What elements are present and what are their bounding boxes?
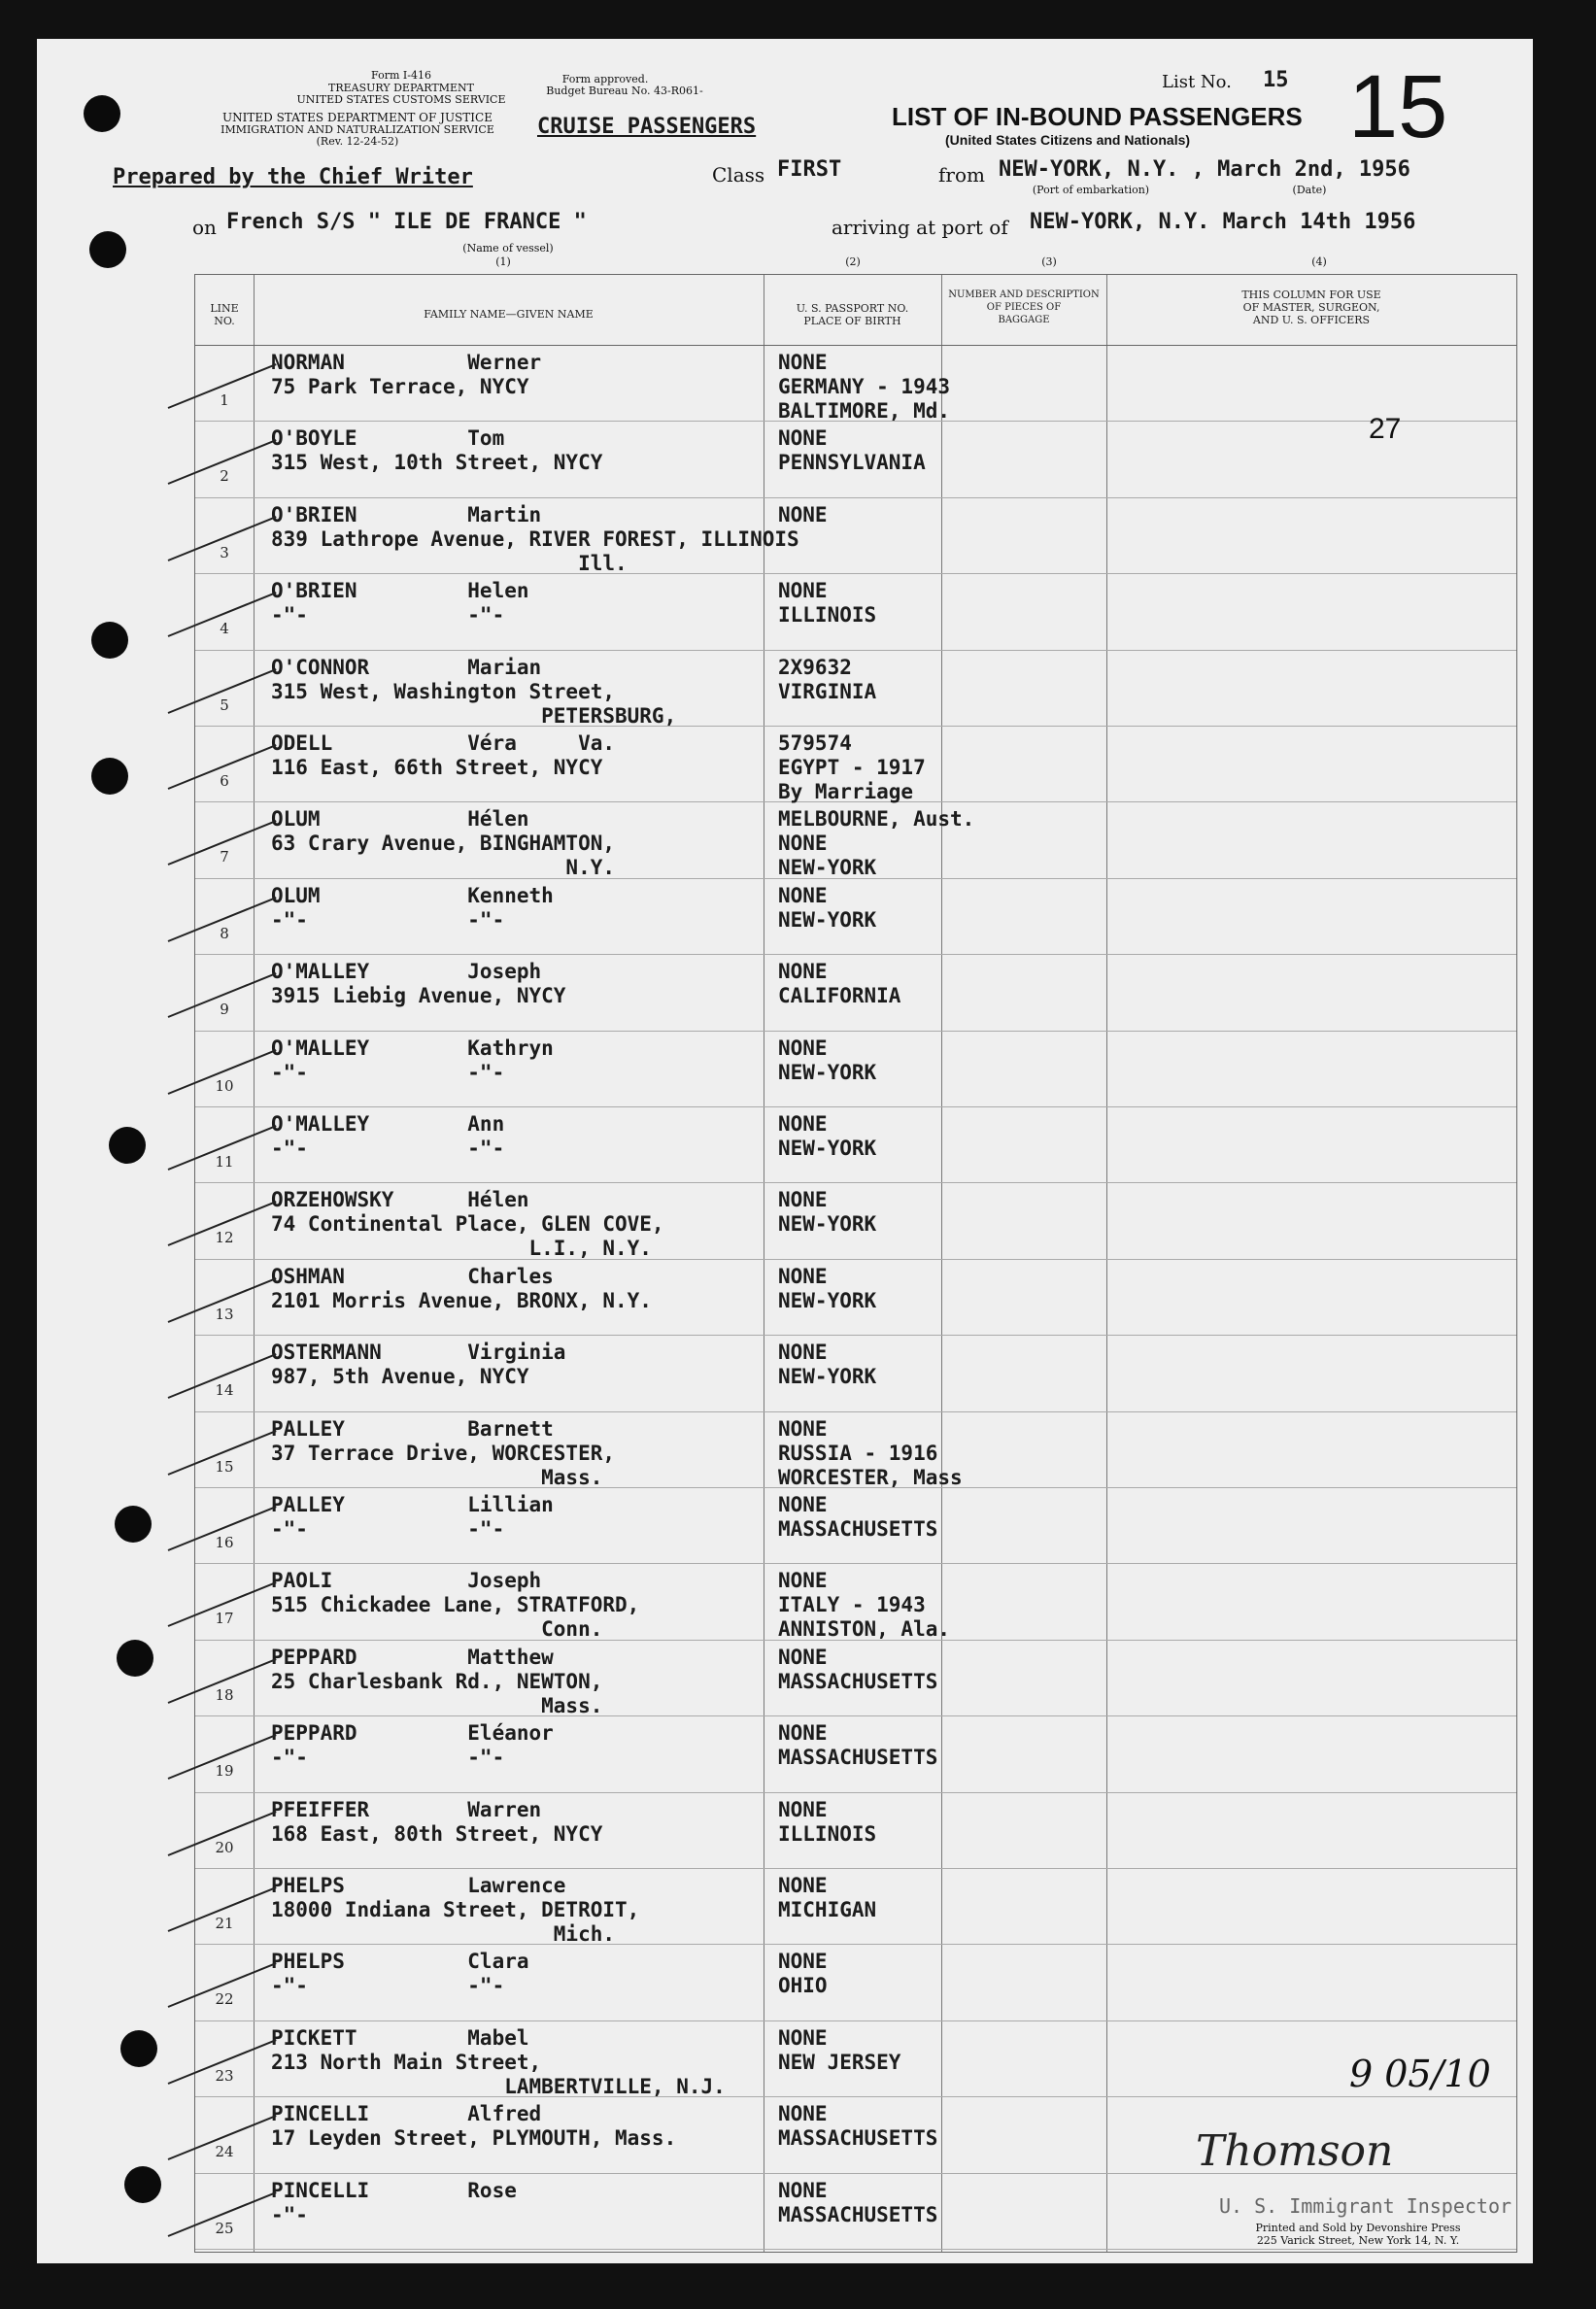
punch-hole [124, 2166, 161, 2203]
from-value: NEW-YORK, N.Y. , March 2nd, 1956 [999, 157, 1410, 182]
line-number: 16 [215, 1534, 234, 1551]
list-no-large: 15 [1348, 57, 1448, 156]
passport-birthplace: NONE NEW-YORK [778, 1341, 877, 1389]
line-number: 15 [215, 1457, 234, 1476]
line-number: 20 [215, 1838, 234, 1856]
line-number: 6 [220, 772, 229, 790]
form-number: Form I-416 [371, 69, 431, 82]
note-4: (4) [1311, 255, 1327, 268]
dept-justice: UNITED STATES DEPARTMENT OF JUSTICE [222, 111, 492, 124]
passenger-name-address: OSHMAN Charles 2101 Morris Avenue, BRONX, N.Y. [271, 1264, 652, 1312]
col-header-baggage: NUMBER AND DESCRIPTION OF PIECES OF BAGGAGE [948, 289, 1100, 325]
line-number: 5 [220, 696, 229, 714]
passport-birthplace: NONE MASSACHUSETTS [778, 1645, 938, 1693]
line-number: 1 [220, 391, 229, 409]
passport-birthplace: NONE MASSACHUSETTS [778, 2178, 938, 2226]
col-header-name: FAMILY NAME—GIVEN NAME [424, 308, 594, 321]
line-number: 4 [220, 620, 229, 638]
punch-hole [120, 2030, 157, 2067]
passenger-name-address: O'MALLEY Ann -"- -"- [271, 1112, 505, 1160]
passenger-name-address: PICKETT Mabel 213 North Main Street, LAMBERTVILLE, N.J. [271, 2025, 726, 2098]
punch-hole [91, 622, 128, 659]
col-header-passport: U. S. PASSPORT NO. PLACE OF BIRTH [796, 302, 909, 327]
line-number: 11 [215, 1153, 234, 1171]
line-number: 14 [215, 1381, 234, 1400]
punch-hole [109, 1127, 146, 1164]
passenger-name-address: OLUM Hélen 63 Crary Avenue, BINGHAMTON, N.Y. [271, 807, 616, 880]
passenger-name-address: PINCELLI Alfred 17 Leyden Street, PLYMOUTH, Mass. [271, 2102, 677, 2151]
passenger-name-address: ORZEHOWSKY Hélen 74 Continental Place, GLEN COVE, L.I., N.Y. [271, 1188, 664, 1261]
passport-birthplace: NONE NEW JERSEY [778, 2025, 901, 2074]
passport-birthplace: NONE MASSACHUSETTS [778, 2102, 938, 2151]
class-label: Class [712, 163, 765, 187]
passport-birthplace: 579574 EGYPT - 1917 By Marriage [778, 731, 926, 803]
punch-hole [91, 758, 128, 795]
passenger-name-address: PALLEY Barnett 37 Terrace Drive, WORCESTER, Mass. [271, 1416, 616, 1489]
line-number: 9 [220, 1001, 229, 1019]
cruise-passengers-stamp: CRUISE PASSENGERS [537, 115, 757, 139]
line-number: 21 [215, 1915, 234, 1932]
prepared-by: Prepared by the Chief Writer [113, 165, 473, 189]
passenger-name-address: O'BRIEN Helen -"- -"- [271, 579, 529, 628]
line-number: 25 [215, 2219, 234, 2237]
col-header-line-no: LINE NO. [210, 302, 239, 327]
vessel-name: French S/S " ILE DE FRANCE " [226, 210, 587, 234]
time-mark: 9 05/10 [1349, 2053, 1491, 2095]
passport-birthplace: NONE RUSSIA - 1916 WORCESTER, Mass [778, 1416, 963, 1489]
passenger-name-address: NORMAN Werner 75 Park Terrace, NYCY [271, 351, 542, 398]
passport-birthplace: 2X9632 VIRGINIA [778, 655, 877, 703]
date-note: (Date) [1292, 184, 1327, 196]
passenger-name-address: PAOLI Joseph 515 Chickadee Lane, STRATFORD, Conn. [271, 1569, 640, 1642]
line-number: 24 [215, 2143, 234, 2161]
passport-birthplace: NONE NEW-YORK [778, 1264, 877, 1312]
line-number: 22 [215, 1990, 234, 2009]
list-no-typed: 15 [1263, 68, 1289, 92]
passport-birthplace: NONE PENNSYLVANIA [778, 426, 926, 475]
passport-birthplace: NONE NEW-YORK [778, 1188, 877, 1237]
line-number: 12 [215, 1229, 234, 1247]
passport-birthplace: NONE OHIO [778, 1950, 828, 1998]
list-no-label: List No. [1162, 72, 1232, 92]
passport-birthplace: NONE NEW-YORK [778, 1112, 877, 1160]
passport-birthplace: NONE MASSACHUSETTS [778, 1721, 938, 1770]
passenger-table [194, 274, 1517, 2253]
passenger-name-address: O'CONNOR Marian 315 West, Washington Street, PETERSBURG, [271, 655, 677, 728]
note-1: (1) [495, 255, 511, 268]
page-subtitle: (United States Citizens and Nationals) [945, 132, 1191, 148]
passenger-count: 27 [1369, 413, 1402, 445]
passport-birthplace: NONE NEW-YORK [778, 1036, 877, 1084]
budget-bureau: Budget Bureau No. 43-R061- [546, 85, 703, 97]
line-number: 13 [215, 1305, 234, 1323]
line-number: 23 [215, 2066, 234, 2085]
inspector-signature: Thomson [1196, 2126, 1394, 2176]
line-number: 18 [215, 1685, 234, 1704]
form-approved: Form approved. [561, 73, 649, 85]
vessel-note: (Name of vessel) [462, 242, 554, 255]
form-revision: (Rev. 12-24-52) [316, 135, 399, 148]
passenger-name-address: O'MALLEY Joseph 3915 Liebig Avenue, NYCY [271, 960, 566, 1008]
line-number: 19 [215, 1762, 234, 1781]
passenger-name-address: O'BOYLE Tom 315 West, 10th Street, NYCY [271, 426, 603, 475]
passenger-name-address: ODELL Véra Va. 116 East, 66th Street, NYCY [271, 731, 616, 779]
dept-treasury: TREASURY DEPARTMENT [328, 82, 474, 94]
passenger-name-address: OLUM Kenneth -"- -"- [271, 883, 554, 932]
passport-birthplace: NONE ILLINOIS [778, 579, 877, 628]
passenger-name-address: PALLEY Lillian -"- -"- [271, 1493, 554, 1541]
passenger-name-address: O'BRIEN Martin 839 Lathrope Avenue, RIVER FOREST, ILLINOIS Ill. [271, 502, 799, 575]
passenger-name-address: PHELPS Clara -"- -"- [271, 1950, 529, 1998]
arriving-value: NEW-YORK, N.Y. March 14th 1956 [1030, 210, 1416, 234]
passport-birthplace: NONE GERMANY - 1943 BALTIMORE, Md. [778, 351, 951, 423]
note-2: (2) [845, 255, 861, 268]
dept-ins: IMMIGRATION AND NATURALIZATION SERVICE [221, 123, 494, 136]
line-number: 2 [220, 467, 229, 486]
line-number: 10 [215, 1076, 234, 1095]
arriving-label: arriving at port of [832, 216, 1008, 239]
punch-hole [117, 1640, 153, 1677]
printer-line-1: Printed and Sold by Devonshire Press [1255, 2222, 1461, 2234]
line-number: 17 [215, 1610, 234, 1628]
passport-birthplace: NONE [778, 502, 828, 526]
passport-birthplace: NONE CALIFORNIA [778, 960, 901, 1008]
passport-birthplace: NONE NEW-YORK [778, 883, 877, 932]
on-label: on [192, 216, 217, 239]
passenger-name-address: PFEIFFER Warren 168 East, 80th Street, NYCY [271, 1797, 603, 1846]
line-number: 3 [220, 543, 229, 561]
passport-birthplace: NONE ITALY - 1943 ANNISTON, Ala. [778, 1569, 951, 1642]
col-header-master: THIS COLUMN FOR USE OF MASTER, SURGEON, AND U. S. OFFICERS [1241, 289, 1381, 326]
dept-customs: UNITED STATES CUSTOMS SERVICE [296, 93, 506, 106]
passenger-name-address: PEPPARD Eléanor -"- -"- [271, 1721, 554, 1770]
passenger-name-address: O'MALLEY Kathryn -"- -"- [271, 1036, 554, 1084]
page-title: LIST OF IN-BOUND PASSENGERS [892, 102, 1303, 131]
class-value: FIRST [777, 157, 842, 182]
passenger-name-address: OSTERMANN Virginia 987, 5th Avenue, NYCY [271, 1341, 566, 1389]
passport-birthplace: MELBOURNE, Aust. NONE NEW-YORK [778, 807, 975, 880]
printer-line-2: 225 Varick Street, New York 14, N. Y. [1256, 2234, 1460, 2247]
punch-hole [84, 95, 120, 132]
line-number: 7 [220, 848, 229, 866]
punch-hole [89, 231, 126, 268]
note-3: (3) [1041, 255, 1057, 268]
from-label: from [938, 163, 985, 187]
passenger-name-address: PEPPARD Matthew 25 Charlesbank Rd., NEWTON, Mass. [271, 1645, 603, 1717]
inspector-label: U. S. Immigrant Inspector [1219, 2194, 1512, 2218]
passport-birthplace: NONE ILLINOIS [778, 1797, 877, 1846]
line-number: 8 [220, 924, 229, 942]
punch-hole [115, 1506, 152, 1543]
passport-birthplace: NONE MICHIGAN [778, 1874, 877, 1921]
passport-birthplace: NONE MASSACHUSETTS [778, 1493, 938, 1541]
passenger-name-address: PINCELLI Rose -"- [271, 2178, 517, 2226]
passenger-name-address: PHELPS Lawrence 18000 Indiana Street, DETROIT, Mich. [271, 1874, 640, 1946]
manifest-page [37, 39, 1533, 2263]
port-embarkation-note: (Port of embarkation) [1032, 184, 1150, 196]
